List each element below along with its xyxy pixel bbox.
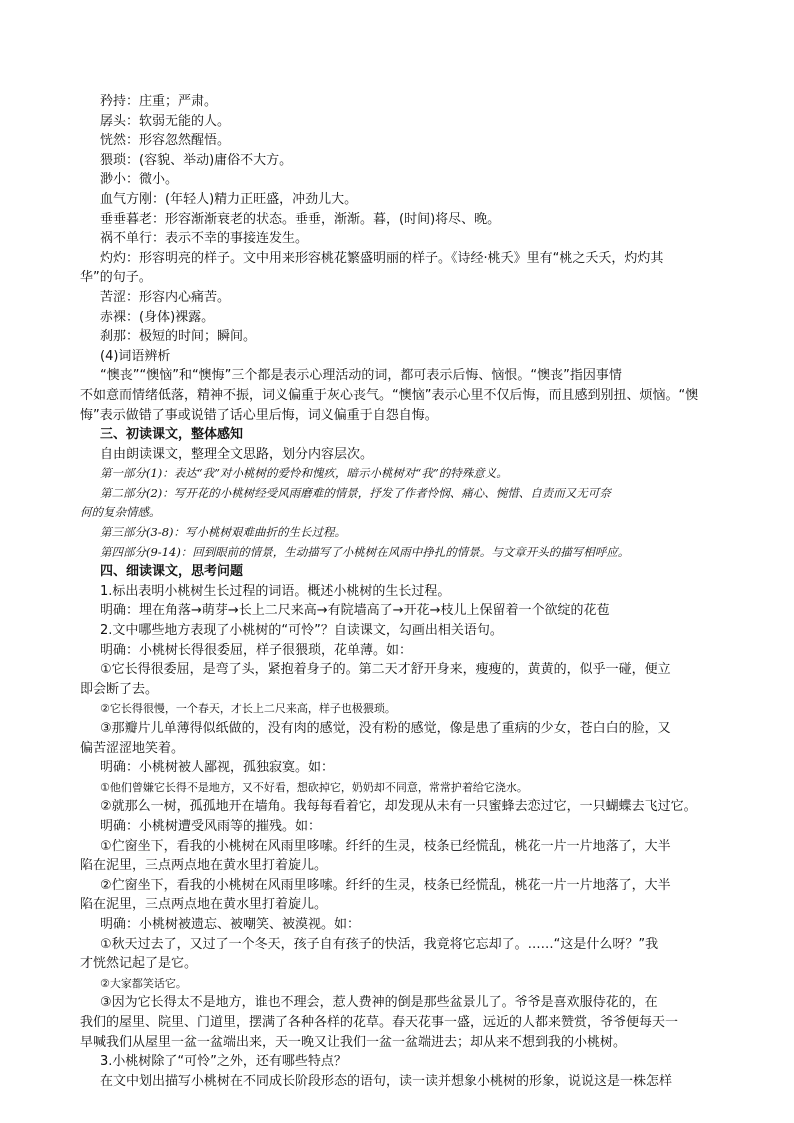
example-line: ①他们曾嫌它长得不是地方，又不好看，想砍掉它，奶奶却不同意，常常护着给它浇水。 — [100, 780, 528, 794]
example-line: ②大家都笑话它。 — [100, 976, 187, 990]
definition-line: 赤裸：(身体)裸露。 — [100, 309, 215, 325]
structure-part: 第二部分(2)：写开花的小桃树经受风雨磨难的情景，抒发了作者怜悯、痛心、惋惜、自责而又无可奈 — [100, 485, 611, 500]
paragraph-line: 自由朗读课文，整理全文思路，划分内容层次。 — [100, 446, 374, 462]
answer: 明确：小桃树被人鄙视，孤独寂寞。如： — [100, 760, 335, 776]
question: 3.小桃树除了“可怜”之外，还有哪些特点？ — [100, 1054, 347, 1070]
paragraph-line: 在文中划出描写小桃树在不同成长阶段形态的语句，读一读并想象小桃树的形象，说说这是一株怎样 — [100, 1073, 673, 1089]
document-page — [80, 92, 720, 1091]
example-line: ③因为它长得太不是地方，谁也不理会，惹人费神的倒是那些盆景儿了。爷爷是喜欢服侍花的，在 — [100, 995, 658, 1011]
example-line: ③那瓣片儿单薄得似纸做的，没有肉的感觉，没有粉的感觉，像是患了重病的少女，苍白白的脸，又 — [100, 721, 671, 736]
definition-line: 灼灼：形容明亮的样子。文中用来形容桃花繁盛明丽的样子。《诗经·桃夭》里有“桃之夭夭，灼灼其 — [100, 250, 664, 266]
structure-part-cont: 何的复杂情感。 — [80, 505, 161, 520]
subsection-title: (4)词语辨析 — [100, 348, 171, 364]
example-line: ①伫窗坐下，看我的小桃树在风雨里哆嗦。纤纤的生灵，枝条已经慌乱，桃花一片一片地落了，大半 — [100, 838, 671, 854]
definition-line: 孱头：软弱无能的人。 — [100, 113, 231, 129]
definition-line: 垂垂暮老：形容渐渐衰老的状态。垂垂，渐渐。暮，(时间)将尽、晚。 — [100, 211, 501, 227]
example-line: 陷在泥里，三点两点地在黄水里打着旋儿。 — [80, 858, 328, 874]
definition-line-cont: 华”的句子。 — [80, 270, 152, 286]
paragraph-line: 不如意而情绪低落，精神不振，词义偏重于灰心丧气。“懊恼”表示心里不仅后悔，而且感到别扭、烦恼。“懊 — [80, 387, 699, 403]
example-line: ②伫窗坐下，看我的小桃树在风雨里哆嗦。纤纤的生灵，枝条已经慌乱，桃花一片一片地落了，大半 — [100, 877, 671, 893]
example-line: ①秋天过去了，又过了一个冬天，孩子自有孩子的快活，我竟将它忘却了。……“这是什么呀？”我 — [100, 936, 659, 952]
answer: 明确：小桃树被遗忘、被嘲笑、被漠视。如： — [100, 916, 361, 932]
example-line: 才恍然记起了是它。 — [80, 956, 198, 972]
definition-line: 恍然：形容忽然醒悟。 — [100, 133, 231, 149]
paragraph-line: “懊丧”“懊恼”和“懊悔”三个都是表示心理活动的词，都可表示后悔、恼恨。“懊丧”指因事情 — [100, 368, 622, 384]
example-line: 陷在泥里，三点两点地在黄水里打着旋儿。 — [80, 897, 328, 913]
example-line: ②就那么一树，孤孤地开在墙角。我每每看着它，却发现从未有一只蜜蜂去恋过它，一只蝴蝶去飞过它。 — [100, 799, 697, 815]
answer: 明确：小桃树遭受风雨等的摧残。如： — [100, 818, 322, 834]
definition-line: 血气方刚：(年轻人)精力正旺盛，冲劲儿大。 — [100, 191, 358, 207]
answer: 明确：小桃树长得很委屈，样子很猥琐，花单薄。如： — [100, 642, 413, 658]
example-line: 即会断了去。 — [80, 681, 159, 697]
section-heading: 三、初读课文，整体感知 — [100, 427, 244, 443]
example-line: 我们的屋里、院里、门道里，摆满了各种各样的花草。春天花事一盛，远近的人都来赞赏，爷爷便每天一 — [80, 1014, 679, 1030]
definition-line: 苦涩：形容内心痛苦。 — [100, 289, 231, 305]
definition-line: 矜持：庄重；严肃。 — [100, 94, 218, 109]
question: 1.标出表明小桃树生长过程的词语。概述小桃树的生长过程。 — [100, 583, 451, 599]
structure-part: 第三部分(3-8)：写小桃树艰难曲折的生长过程。 — [100, 525, 346, 540]
definition-line: 刹那：极短的时间；瞬间。 — [100, 329, 257, 345]
answer: 明确：埋在角落→萌芽→长上二尺来高→有院墙高了→开花→枝儿上保留着一个欲绽的花苞 — [100, 603, 610, 619]
question: 2.文中哪些地方表现了小桃树的“可怜”？自读课文，勾画出相关语句。 — [100, 623, 503, 639]
example-line: ①它长得很委屈，是弯了头，紧抱着身子的。第二天才舒开身来，瘦瘦的，黄黄的，似乎一碰，便立 — [100, 662, 671, 678]
definition-line: 猥琐：(容貌、举动)庸俗不大方。 — [100, 152, 293, 168]
definition-line: 祸不单行：表示不幸的事接连发生。 — [100, 231, 309, 247]
example-line: 偏苦涩涩地笑着。 — [80, 740, 185, 756]
definition-line: 渺小：微小。 — [100, 172, 179, 188]
example-line: 早喊我们从屋里一盆一盆端出来，天一晚又让我们一盆一盆端进去；却从来不想到我的小桃树。 — [80, 1034, 627, 1050]
example-line: ②它长得很慢，一个春天，才长上二尺来高，样子也极猥琐。 — [100, 702, 396, 716]
structure-part: 第四部分(9-14)：回到眼前的情景，生动描写了小桃树在风雨中挣扎的情景。与文章开头的描写相呼应。 — [100, 544, 630, 559]
structure-part: 第一部分(1)：表达“我”对小桃树的爱怜和愧疚，暗示小桃树对“我”的特殊意义。 — [100, 466, 508, 481]
section-heading: 四、细读课文，思考问题 — [100, 564, 244, 580]
paragraph-line: 悔”表示做错了事或说错了话心里后悔，词义偏重于自怨自悔。 — [80, 407, 438, 423]
